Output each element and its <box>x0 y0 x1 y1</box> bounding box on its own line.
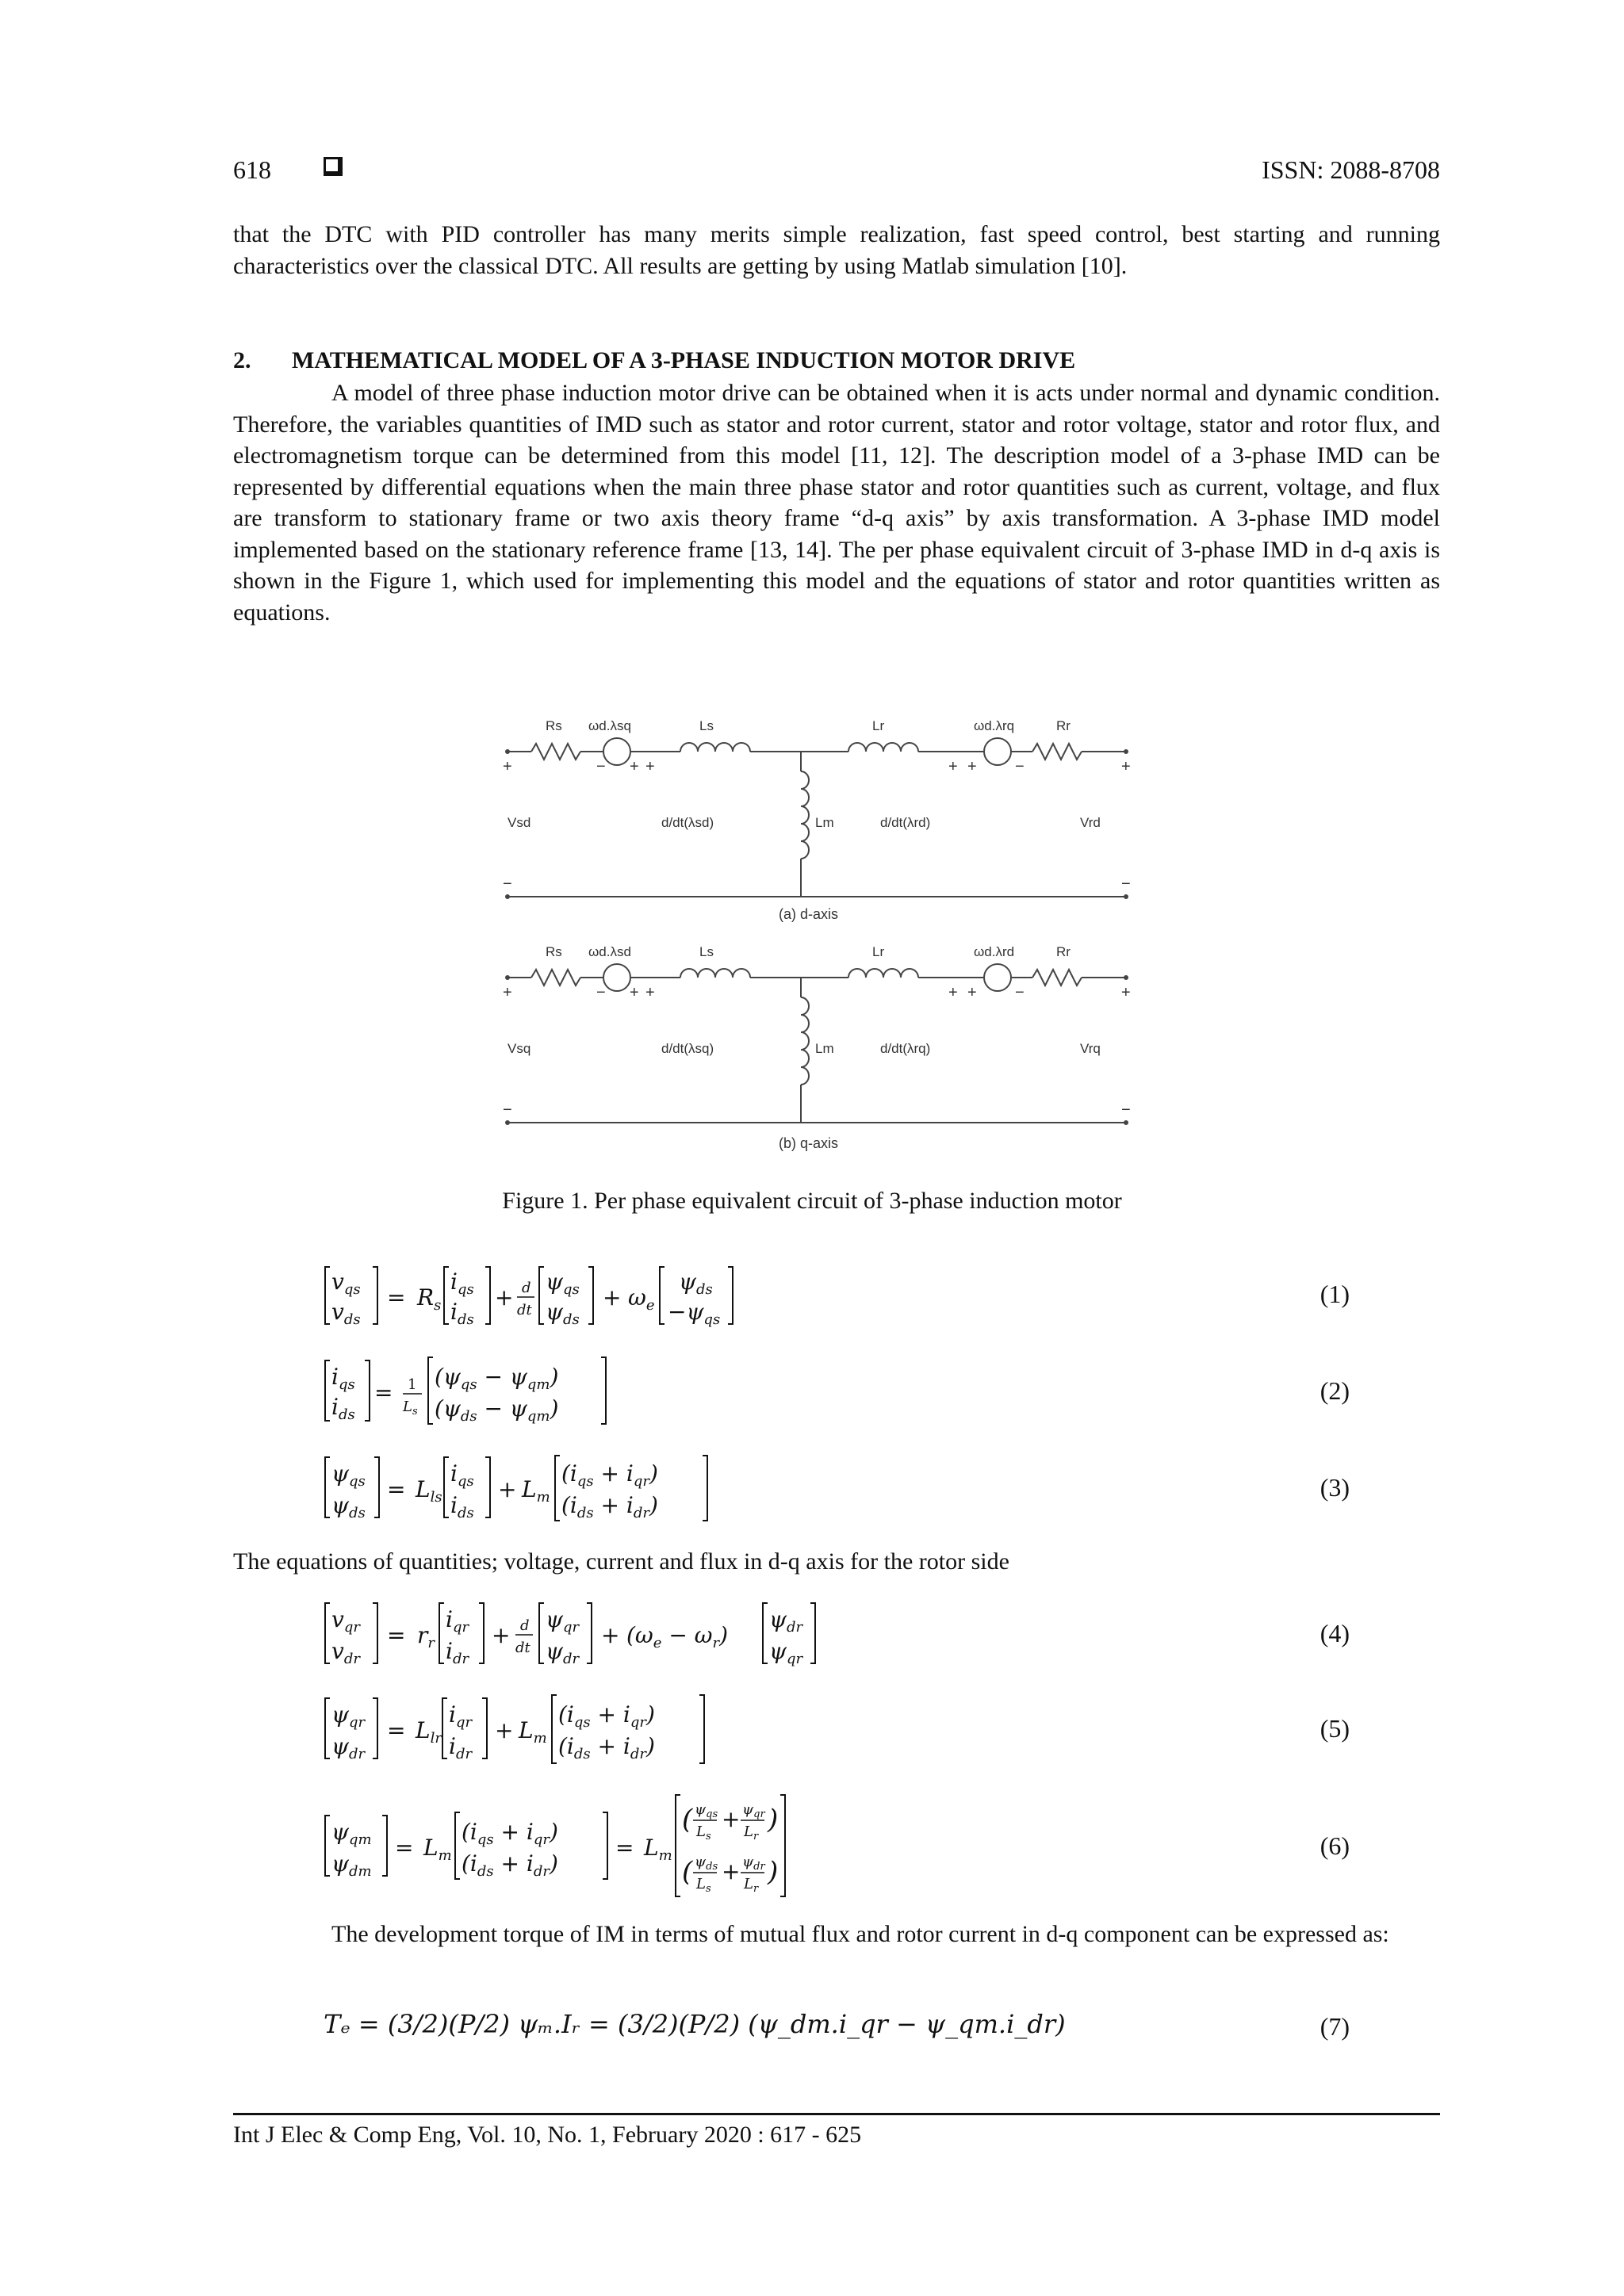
svg-text:): ) <box>768 1804 779 1835</box>
svg-text:(: ( <box>682 1856 693 1888</box>
q-vr-label: Vrq <box>1080 1041 1101 1056</box>
svg-text:Ls: $L_s$ <box>403 1399 418 1418</box>
q-lm-label: Lm <box>815 1041 834 1056</box>
svg-text:ψqr: $\psi_{qr}$ <box>769 1638 803 1667</box>
equation-2 <box>324 1353 910 1432</box>
page-number: 618 <box>233 155 271 184</box>
svg-text:+: + <box>601 1622 620 1648</box>
q-emf-s-label: ωd.λsd <box>588 944 631 959</box>
svg-text:+: + <box>630 984 639 1001</box>
equation-7: Tₑ = (3/2)(P/2) ψₘ.Iᵣ = (3/2)(P/2) (ψ_dm.i_qr − ψ_qm.i_dr) <box>324 2009 1066 2039</box>
svg-text:+: + <box>1121 984 1131 1001</box>
svg-text:ψds: $\psi_{ds}$ <box>679 1269 713 1298</box>
svg-text:=: = <box>387 1476 406 1502</box>
svg-text:1: 1 <box>408 1376 417 1393</box>
svg-text:Lr: $L_r$ <box>744 1876 759 1895</box>
svg-text:vqs: $v_{qs}$ <box>331 1269 361 1298</box>
svg-text:+: + <box>967 984 977 1001</box>
svg-text:−: − <box>596 758 606 775</box>
d-dflux-s-label: d/dt(λsd) <box>661 815 714 830</box>
svg-text:=: = <box>615 1835 634 1861</box>
svg-text:−: − <box>1121 875 1131 893</box>
figure-caption: Figure 1. Per phase equivalent circuit of 3-phase induction motor <box>502 1188 1122 1214</box>
d-axis-caption: (a) d-axis <box>779 906 839 922</box>
q-emf-r-label: ωd.λrd <box>974 944 1015 959</box>
q-rs-label: Rs <box>546 944 562 959</box>
svg-text:dt: dt <box>515 1640 530 1656</box>
svg-text:ψdr: $\psi_{dr}$ <box>331 1733 366 1762</box>
svg-text:+: + <box>495 1284 514 1311</box>
svg-text:Ls: $L_s$ <box>696 1823 711 1843</box>
equation-number-2: (2) <box>1320 1376 1350 1405</box>
svg-text:ψds: $\psi_{ds}$ <box>546 1299 580 1328</box>
svg-text:+: + <box>630 758 639 775</box>
footer-citation: Int J Elec & Comp Eng, Vol. 10, No. 1, February 2020 : 617 - 625 <box>233 2122 862 2148</box>
equation-number-3: (3) <box>1320 1473 1350 1502</box>
svg-text:d: d <box>520 1617 530 1634</box>
svg-text:−: − <box>1121 1101 1131 1119</box>
svg-text:iqs: $i_{qs}$ <box>450 1460 474 1490</box>
q-dflux-r-label: d/dt(λrq) <box>880 1041 931 1056</box>
svg-text:vqr: $v_{qr}$ <box>331 1606 360 1636</box>
d-axis-labels <box>503 718 1131 922</box>
d-emf-r-label: ωd.λrq <box>974 718 1015 733</box>
svg-text:ωe: $\omega_e$ <box>628 1284 655 1314</box>
svg-text:): ) <box>768 1856 779 1888</box>
d-ls-label: Ls <box>699 718 714 733</box>
svg-text:−: − <box>1015 984 1025 1001</box>
section-title: MATHEMATICAL MODEL OF A 3-PHASE INDUCTION MOTOR DRIVE <box>292 347 1076 373</box>
svg-text:ψdr: $\psi_{dr}$ <box>742 1854 765 1873</box>
section-paragraph: A model of three phase induction motor drive can be obtained when it is acts under normal and dynamic condition. Therefore, the variables quantities of IMD such as stator and rotor current, stator and rotor voltage, stator and rotor flux, and electromagnetism torque can be determined from this model [11, 12]. The description model of a 3-phase IMD can be represented by differential equations when the main three phase stator and rotor quantities such as current, voltage, and flux are transform to stationary frame or two axis theory frame “d-q axis” by axis transformation. A 3-phase IMD model implemented based on the stationary reference frame [13, 14]. The per phase equivalent circuit of 3-phase IMD in d-q axis is shown in the Figure 1, which used for implementing this model and the equations of stator and rotor quantities written as equations. <box>233 380 1440 626</box>
svg-text:=: = <box>374 1380 393 1406</box>
svg-text:ψqs: $\psi_{qs}$ <box>695 1801 718 1820</box>
svg-text:ψqs: $\psi_{qs}$ <box>331 1460 366 1490</box>
svg-text:+: + <box>1121 758 1131 775</box>
equation-4 <box>324 1597 910 1676</box>
d-lm-label: Lm <box>815 815 834 830</box>
svg-text:d: d <box>522 1280 531 1296</box>
equation-1 <box>324 1261 910 1332</box>
svg-text:+: + <box>503 758 512 775</box>
svg-text:ψqr: $\psi_{qr}$ <box>546 1606 580 1636</box>
svg-text:(: ( <box>682 1804 693 1835</box>
svg-text:ψqr: $\psi_{qr}$ <box>331 1701 366 1731</box>
svg-text:Lr: $L_r$ <box>744 1823 759 1843</box>
svg-text:(ψds − ψqm): $(\psi_{ds} - \psi_{qm})$ <box>435 1395 559 1425</box>
d-lr-label: Lr <box>872 718 885 733</box>
svg-text:vds: $v_{ds}$ <box>331 1299 361 1328</box>
svg-text:ids: $i_{ds}$ <box>450 1299 474 1328</box>
rotor-sentence: The equations of quantities; voltage, current and flux in d-q axis for the rotor side <box>233 1548 1009 1575</box>
svg-text:idr: $i_{dr}$ <box>446 1638 469 1667</box>
svg-text:(iqs + iqr): $(i_{qs} + i_{qr})$ <box>462 1819 558 1848</box>
svg-text:Lm: $L_m$ <box>423 1835 452 1864</box>
svg-text:+: + <box>645 984 655 1001</box>
svg-text:+: + <box>503 984 512 1001</box>
svg-text:ψdr: $\psi_{dr}$ <box>546 1638 580 1667</box>
equation-number-4: (4) <box>1320 1619 1350 1647</box>
svg-text:+: + <box>492 1622 511 1648</box>
footer-rule <box>233 2113 1440 2115</box>
d-rs-label: Rs <box>546 718 562 733</box>
svg-text:+: + <box>967 758 977 775</box>
svg-text:−: − <box>503 1101 512 1119</box>
svg-text:idr: $i_{dr}$ <box>449 1733 473 1762</box>
svg-text:+: + <box>603 1284 622 1311</box>
intro-paragraph: that the DTC with PID controller has many merits simple realization, fast speed control, best starting and running characteristics over the classical DTC. All results are getting by using Matlab simulation [10]. <box>233 221 1440 279</box>
svg-text:vdr: $v_{dr}$ <box>331 1638 360 1667</box>
svg-text:Ls: $L_s$ <box>696 1876 711 1895</box>
svg-text:iqs: $i_{qs}$ <box>450 1269 474 1298</box>
svg-text:−: − <box>503 875 512 893</box>
equation-number-7: (7) <box>1320 2012 1350 2041</box>
checkbox-square-icon <box>324 157 343 176</box>
q-vs-label: Vsq <box>508 1041 531 1056</box>
svg-text:ψds: $\psi_{ds}$ <box>695 1854 718 1873</box>
svg-text:+: + <box>498 1476 517 1502</box>
svg-text:Lls: $L_{ls}$ <box>416 1476 442 1506</box>
d-vs-label: Vsd <box>508 815 531 830</box>
svg-text:Lm: $L_m$ <box>519 1717 547 1747</box>
svg-text:(ids + idr): $(i_{ds} + i_{dr})$ <box>462 1850 558 1880</box>
svg-text:(iqs + iqr): $(i_{qs} + i_{qr})$ <box>558 1701 655 1731</box>
svg-text:ψqs: $\psi_{qs}$ <box>546 1269 580 1298</box>
svg-text:+: + <box>722 1858 741 1885</box>
svg-text:Llr: $L_{lr}$ <box>416 1717 442 1747</box>
q-dflux-s-label: d/dt(λsq) <box>661 1041 714 1056</box>
svg-text:iqr: $i_{qr}$ <box>449 1701 473 1731</box>
svg-text:iqs: $i_{qs}$ <box>331 1364 355 1393</box>
svg-text:(ids + idr): $(i_{ds} + i_{dr})$ <box>561 1492 658 1521</box>
d-dflux-r-label: d/dt(λrd) <box>880 815 931 830</box>
q-rr-label: Rr <box>1056 944 1071 959</box>
torque-paragraph: The development torque of IM in terms of mutual flux and rotor current in d-q component can be expressed as: <box>331 1921 1389 1947</box>
svg-text:(ids + idr): $(i_{ds} + i_{dr})$ <box>558 1733 655 1762</box>
svg-text:=: = <box>387 1622 406 1648</box>
svg-text:+: + <box>645 758 655 775</box>
svg-text:=: = <box>395 1835 414 1861</box>
svg-text:−: − <box>1015 758 1025 775</box>
svg-text:+: + <box>948 758 958 775</box>
svg-text:(iqs + iqr): $(i_{qs} + i_{qr})$ <box>561 1460 658 1490</box>
svg-text:=: = <box>387 1284 406 1311</box>
d-vr-label: Vrd <box>1080 815 1101 830</box>
equation-number-6: (6) <box>1320 1831 1350 1860</box>
equivalent-circuit-figure <box>492 708 1158 1168</box>
svg-text:Lm: $L_m$ <box>522 1476 550 1506</box>
q-lr-label: Lr <box>872 944 885 959</box>
svg-text:+: + <box>495 1717 514 1743</box>
section-heading <box>233 347 1075 374</box>
equation-5 <box>324 1692 910 1771</box>
svg-text:+: + <box>722 1806 741 1832</box>
equation-number-5: (5) <box>1320 1714 1350 1743</box>
svg-text:iqr: $i_{qr}$ <box>446 1606 469 1636</box>
svg-text:Rs: $R_s$ <box>417 1284 442 1314</box>
issn-label: ISSN: 2088-8708 <box>1262 155 1440 184</box>
svg-text:(ψqs − ψqm): $(\psi_{qs} - \psi_{qm})$ <box>435 1364 559 1393</box>
svg-text:rr: $r_r$ <box>417 1622 435 1651</box>
svg-text:+: + <box>948 984 958 1001</box>
equation-6 <box>324 1792 910 1903</box>
q-axis-caption: (b) q-axis <box>779 1135 839 1151</box>
svg-text:ψdr: $\psi_{dr}$ <box>769 1606 803 1636</box>
svg-text:Lm: $L_m$ <box>644 1835 672 1864</box>
svg-text:=: = <box>387 1717 406 1743</box>
svg-text:−ψqs: $-\psi_{qs}$ <box>668 1299 721 1328</box>
svg-text:−: − <box>596 984 606 1001</box>
svg-text:ids: $i_{ds}$ <box>331 1394 355 1423</box>
section-number: 2. <box>233 347 251 373</box>
d-emf-s-label: ωd.λsq <box>588 718 631 733</box>
d-rr-label: Rr <box>1056 718 1071 733</box>
q-axis-circuit <box>503 944 1131 1151</box>
equation-3 <box>324 1451 910 1530</box>
svg-text:ids: $i_{ds}$ <box>450 1492 474 1521</box>
q-ls-label: Ls <box>699 944 714 959</box>
equation-number-1: (1) <box>1320 1280 1350 1308</box>
svg-text:ψdm: $\psi_{dm}$ <box>331 1850 372 1880</box>
svg-text:ψqm: $\psi_{qm}$ <box>331 1819 372 1848</box>
svg-text:dt: dt <box>517 1302 532 1318</box>
svg-text:ψqr: $\psi_{qr}$ <box>742 1801 765 1820</box>
svg-text:(ωe − ωr): $(\omega_e - \omega_r)$ <box>626 1622 729 1651</box>
svg-text:ψds: $\psi_{ds}$ <box>331 1492 366 1521</box>
